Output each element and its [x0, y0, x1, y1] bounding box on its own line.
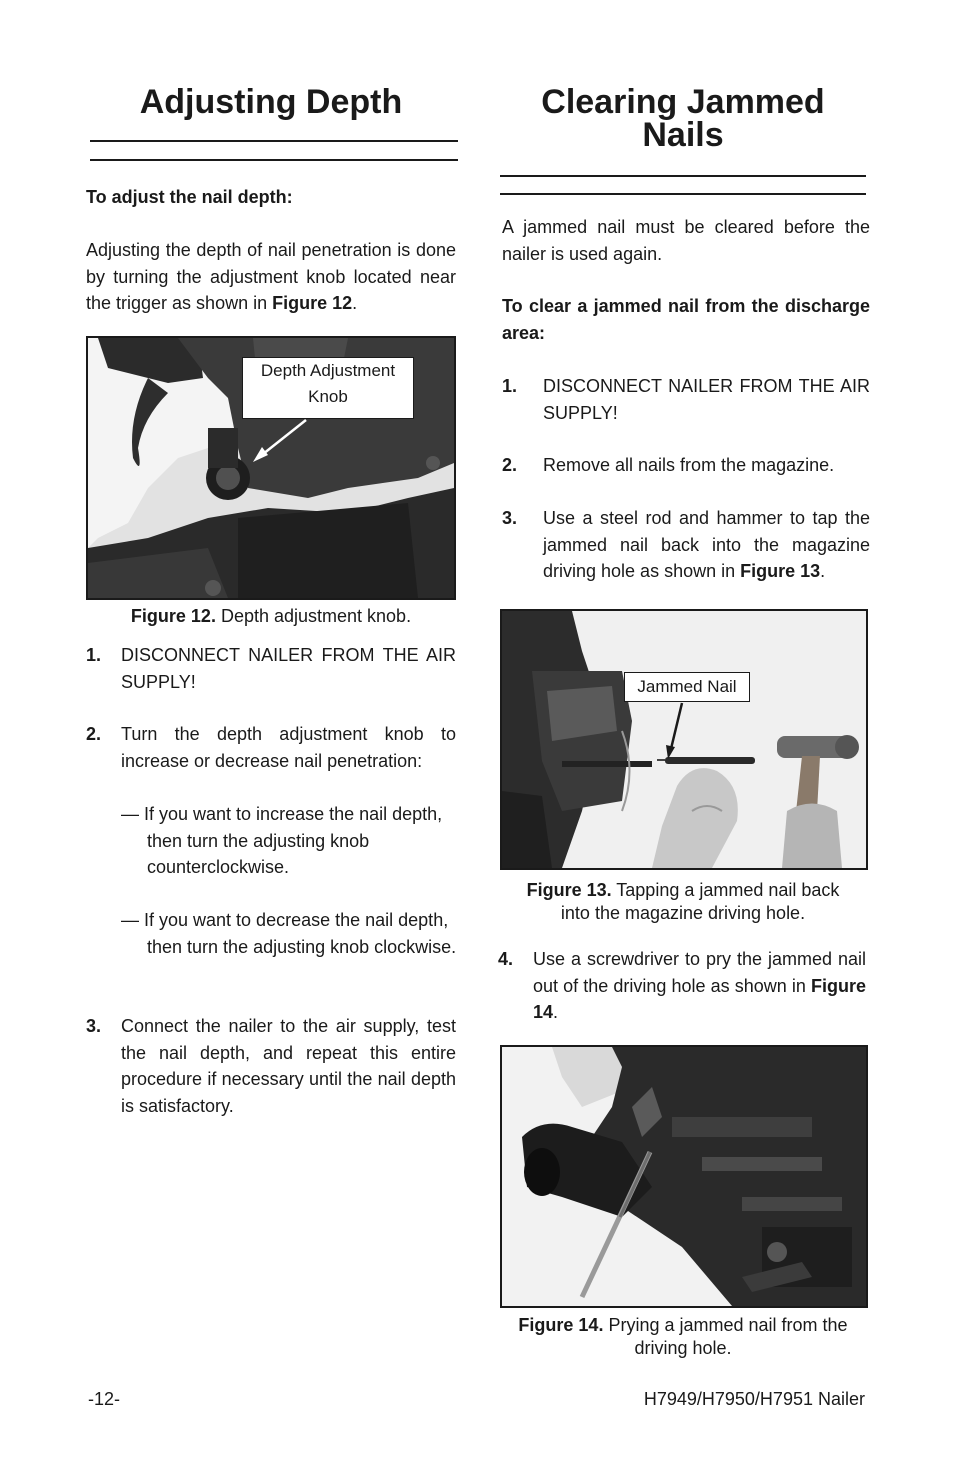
step-text-body: Use a screwdriver to pry the jammed nail out of the driving hole as shown in [533, 949, 866, 996]
screwdriver-pry-illustration [502, 1047, 866, 1306]
callout-line-1: Depth Adjustment [260, 361, 396, 380]
step-text: Connect the nailer to the air supply, test the nail depth, and repeat this entire procedure if necessary until the nail depth is satisfactory. [121, 1016, 456, 1116]
figure14-ref: Figure 14 [533, 975, 866, 1022]
adjust-intro [86, 237, 456, 317]
step-text-body: Use a steel rod and hammer to tap the jammed nail back into the magazine driving hole as shown in [543, 508, 870, 581]
dash-item-decrease: — If you want to decrease the nail depth, then turn the adjusting knob clockwise. [121, 910, 457, 957]
figure-14-caption [500, 1314, 866, 1360]
model-footer: H7949/H7950/H7951 Nailer [643, 1389, 865, 1409]
figure-14-caption-line-2: driving hole. [634, 1338, 732, 1358]
step-number: 3. [502, 508, 518, 528]
heading-rule-top [90, 140, 458, 142]
dash-item-increase: — If you want to increase the nail depth, then turn the adjusting knob counterclockwise. [121, 804, 443, 877]
step-number: 1. [86, 645, 102, 665]
heading-rule-top [500, 175, 866, 177]
step-text-end: . [820, 561, 826, 581]
step-text [543, 505, 870, 585]
right-step-1 [502, 373, 870, 426]
figure-12-photo [86, 336, 456, 600]
adjust-subheading: To adjust the nail depth: [86, 187, 293, 207]
callout-line-2: Knob [308, 387, 348, 406]
step-text-end: . [553, 1002, 559, 1022]
figure-12-label: Figure 12. [130, 606, 216, 626]
left-step-2 [86, 721, 456, 774]
adjust-intro-end: . [352, 293, 358, 313]
heading-line-1: Clearing Jammed [541, 83, 825, 121]
step-text: DISCONNECT NAILER FROM THE AIR SUPPLY! [121, 645, 456, 692]
step-text: DISCONNECT NAILER FROM THE AIR SUPPLY! [543, 376, 870, 423]
left-step-1 [86, 642, 456, 695]
step-number: 1. [502, 376, 518, 396]
figure-14-photo [500, 1045, 868, 1308]
figure-13-caption [500, 879, 866, 925]
clearing-intro: A jammed nail must be cleared before the nailer is used again. [502, 217, 870, 264]
step-number: 2. [502, 455, 518, 475]
figure-12-caption [86, 605, 456, 628]
adjusting-depth-heading: Adjusting Depth [139, 83, 403, 121]
heading-rule-bottom [500, 193, 866, 195]
adjust-intro-text: Adjusting the depth of nail penetration is done by turning the adjustment knob located near the trigger as shown in [86, 240, 456, 313]
step-text: Remove all nails from the magazine. [543, 455, 835, 475]
clearing-jammed-nails-heading [500, 83, 866, 154]
right-step-2 [502, 452, 870, 479]
clearing-subheading: To clear a jammed nail from the discharge area: [502, 296, 870, 343]
figure-13-label: Figure 13. [526, 880, 612, 900]
figure-13-photo [500, 609, 868, 870]
depth-adjustment-knob-callout [242, 357, 414, 419]
figure-12-text: Depth adjustment knob. [215, 606, 412, 626]
hammer-and-rod-illustration [502, 611, 866, 868]
step-number: 2. [86, 724, 102, 744]
figure-13-caption-line-2: into the magazine driving hole. [560, 903, 806, 923]
figure-13-text: Tapping a jammed nail back [611, 880, 840, 900]
figure-13-caption-line-1 [500, 879, 866, 902]
step-text: Turn the depth adjustment knob to increase or decrease nail penetration: [121, 724, 456, 771]
figure12-ref: Figure 12 [272, 293, 353, 313]
figure13-ref: Figure 13 [740, 561, 821, 581]
jammed-nail-callout: Jammed Nail [624, 672, 750, 702]
left-step-3 [86, 1013, 456, 1119]
heading-rule-bottom [90, 159, 458, 161]
step-number: 3. [86, 1016, 102, 1036]
figure-14-caption-line-1 [500, 1314, 866, 1337]
heading-line-2: Nails [642, 116, 724, 154]
step-text [533, 946, 866, 1026]
step-number: 4. [498, 949, 514, 969]
figure-14-label: Figure 14. [518, 1315, 604, 1335]
figure-14-text: Prying a jammed nail from the [603, 1315, 848, 1335]
right-step-3 [502, 505, 870, 585]
page-number: -12- [88, 1389, 121, 1409]
right-step-4 [498, 946, 866, 1026]
